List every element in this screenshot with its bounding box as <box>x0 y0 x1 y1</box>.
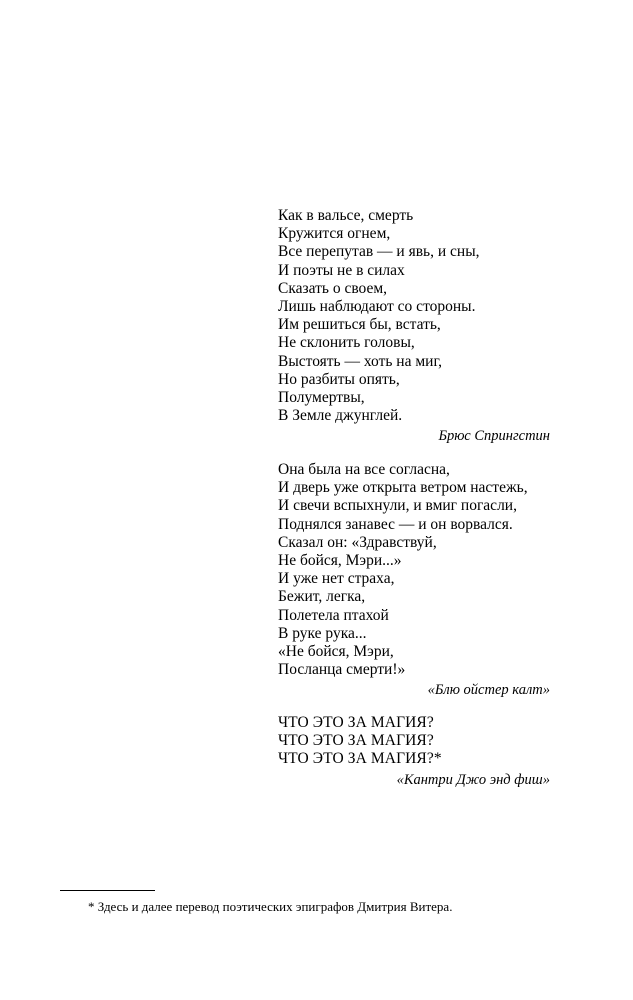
epigraph-attribution: «Блю ойстер калт» <box>427 682 550 699</box>
footnote-divider <box>60 890 155 891</box>
poem-line: Как в вальсе, смерть <box>278 207 414 224</box>
epigraph-blue-oyster-cult <box>278 461 550 699</box>
poem-line: Посланца смерти!» <box>278 661 406 679</box>
poem-line: Она была на все согласна, <box>278 461 450 478</box>
poem-line: Выстоять — хоть на миг, <box>278 352 442 370</box>
poem-line: Не склонить головы, <box>278 334 415 352</box>
poem-line: Полумертвы, <box>278 389 365 407</box>
poem-line: И поэты не в силах <box>278 261 405 279</box>
epigraph-attribution: «Кантри Джо энд фиш» <box>396 771 550 788</box>
poem-line: И уже нет страха, <box>278 570 395 588</box>
poem-line: Но разбиты опять, <box>278 370 400 388</box>
poem-line: И свечи вспыхнули, и вмиг погасли, <box>278 497 517 515</box>
poem-line: В руке рука... <box>278 624 367 642</box>
poem-line: ЧТО ЭТО ЗА МАГИЯ? <box>278 714 434 731</box>
poem-line: Им решиться бы, встать, <box>278 316 441 334</box>
poem-line: ЧТО ЭТО ЗА МАГИЯ?* <box>278 750 442 768</box>
poem-line: В Земле джунглей. <box>278 407 403 425</box>
epigraph-attribution: Брюс Спрингстин <box>438 428 550 445</box>
poem-line: Сказать о своем, <box>278 279 388 297</box>
epigraph-springsteen <box>278 207 550 445</box>
poem-line: Кружится огнем, <box>278 225 391 243</box>
poem-line: Все перепутав — и явь, и сны, <box>278 243 480 261</box>
footnote: * Здесь и далее перевод поэтических эпиграфов Дмитрия Витера. <box>88 899 453 914</box>
epigraph-country-joe <box>278 714 550 789</box>
poem-line: И дверь уже открыта ветром настежь, <box>278 479 528 497</box>
poem-line: Полетела птахой <box>278 606 389 624</box>
poem-line: Лишь наблюдают со стороны. <box>278 298 476 316</box>
poem-line: ЧТО ЭТО ЗА МАГИЯ? <box>278 732 434 750</box>
poem-line: «Не бойся, Мэри, <box>278 643 394 661</box>
poem-line: Сказал он: «Здравствуй, <box>278 533 437 551</box>
poem-line: Поднялся занавес — и он ворвался. <box>278 515 513 533</box>
poem-line: Бежит, легка, <box>278 588 366 606</box>
poem-line: Не бойся, Мэри...» <box>278 552 402 570</box>
